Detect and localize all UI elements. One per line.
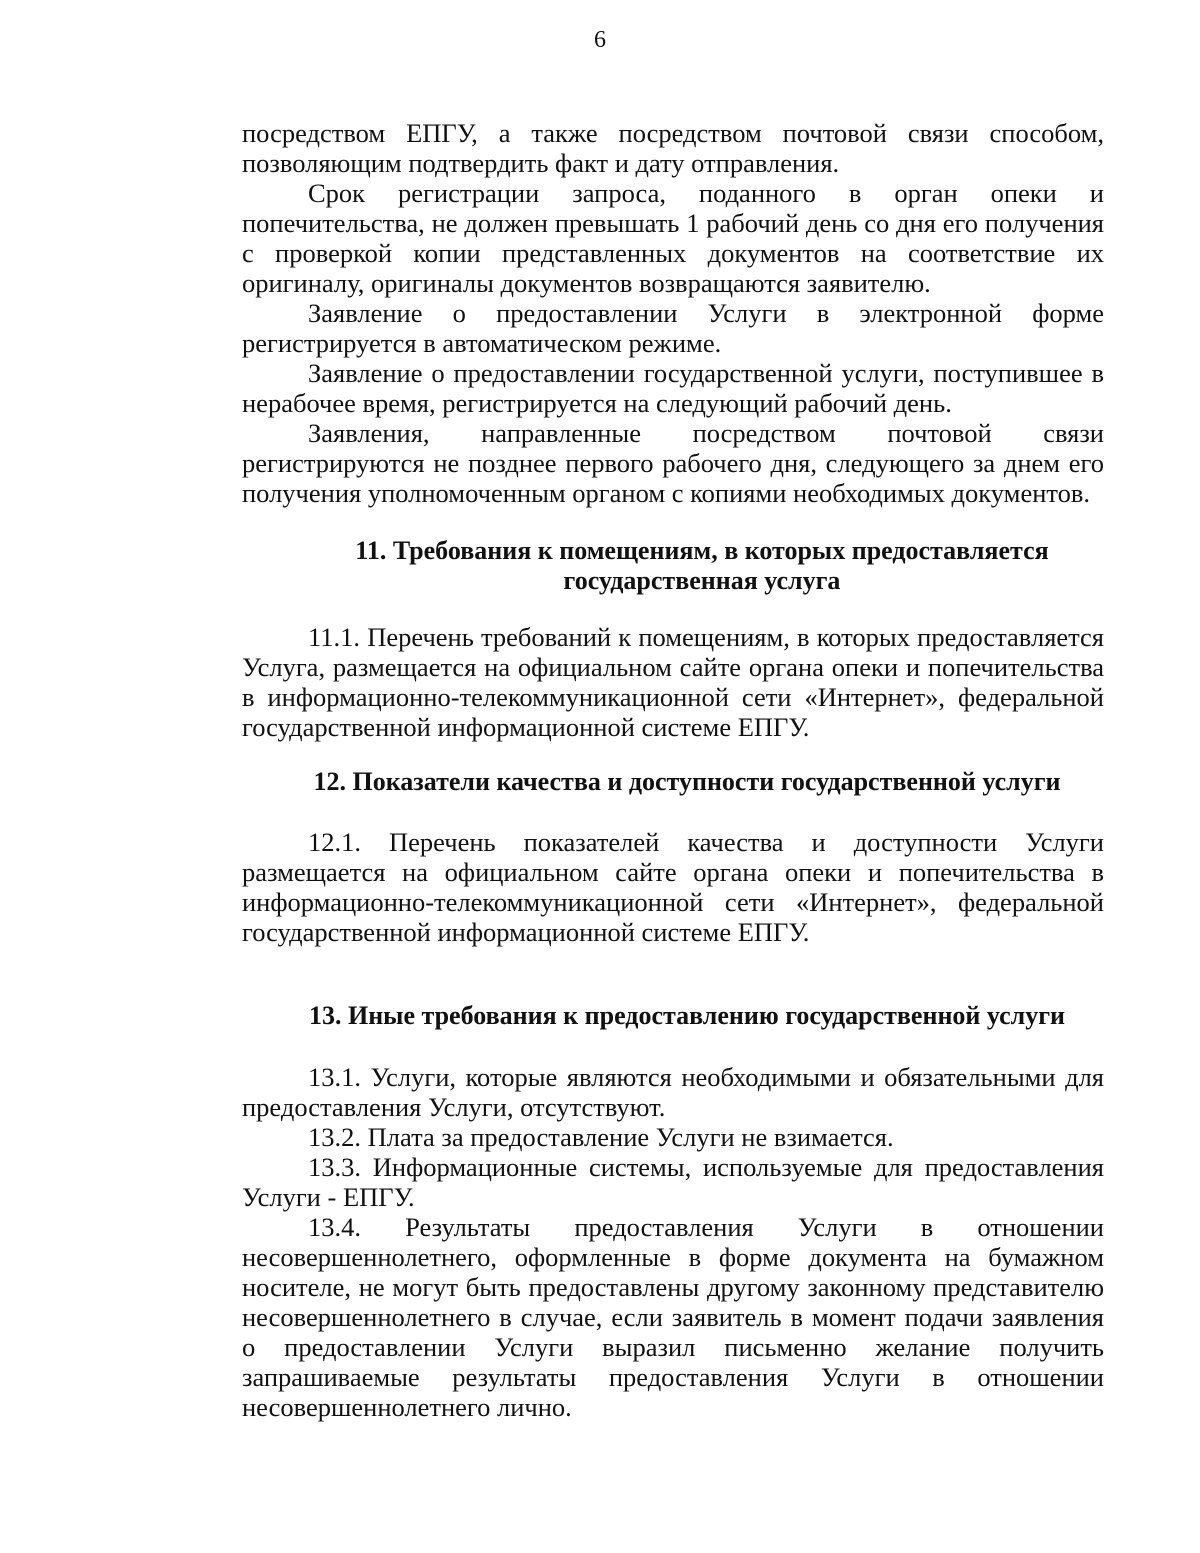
paragraph: Срок регистрации запроса, поданного в орган опеки и попечительства, не должен превышать 1 рабочий день со дня его получения с проверкой копии представленных документов на соответствие их оригиналу, оригиналы документов возвращаются заявителю. — [242, 178, 1104, 298]
paragraph: 13.1. Услуги, которые являются необходимыми и обязательными для предоставления Услуги, отсутствуют. — [242, 1062, 1104, 1122]
section-13-heading: 13. Иные требования к предоставлению государственной услуги — [308, 1001, 1066, 1030]
paragraph: Заявление о предоставлении государственной услуги, поступившее в нерабочее время, регистрируется на следующий рабочий день. — [242, 358, 1104, 418]
paragraph: 12.1. Перечень показателей качества и доступности Услуги размещается на официальном сайте органа опеки и попечительства в информационно-телекоммуникационной сети «Интернет», федеральной государственной информационной системе ЕПГУ. — [242, 827, 1104, 947]
paragraph: Заявление о предоставлении Услуги в электронной форме регистрируется в автоматическом режиме. — [242, 298, 1104, 358]
section-11-heading-line1: 11. Требования к помещениям, в которых предоставляется — [355, 536, 1049, 565]
intro-text-block — [242, 118, 1104, 508]
section-11-heading-line2: государственная услуга — [563, 566, 841, 595]
paragraph: 11.1. Перечень требований к помещениям, в которых предоставляется Услуга, размещается на официальном сайте органа опеки и попечительства в информационно-телекоммуникационной сети «Интернет», федеральной государственной информационной системе ЕПГУ. — [242, 622, 1104, 742]
section-12-text — [242, 827, 1104, 947]
section-11-heading — [272, 536, 1132, 596]
paragraph: Заявления, направленные посредством почтовой связи регистрируются не позднее первого рабочего дня, следующего за днем его получения уполномоченным органом с копиями необходимых документов. — [242, 418, 1104, 508]
page-number: 6 — [594, 27, 606, 53]
section-13-text — [242, 1062, 1104, 1422]
paragraph: 13.2. Плата за предоставление Услуги не взимается. — [308, 1122, 894, 1152]
paragraph: 13.3. Информационные системы, используемые для предоставления Услуги - ЕПГУ. — [242, 1152, 1104, 1212]
section-12-heading: 12. Показатели качества и доступности государственной услуги — [313, 767, 1061, 796]
section-11-text — [242, 622, 1104, 742]
paragraph: посредством ЕПГУ, а также посредством почтовой связи способом, позволяющим подтвердить факт и дату отправления. — [242, 118, 1104, 178]
paragraph: 13.4. Результаты предоставления Услуги в отношении несовершеннолетнего, оформленные в форме документа на бумажном носителе, не могут быть предоставлены другому законному представителю несовершеннолетнего в случае, если заявитель в момент подачи заявления о предоставлении Услуги выразил письменно желание получить запрашиваемые результаты предоставления Услуги в отношении несовершеннолетнего лично. — [242, 1212, 1104, 1422]
